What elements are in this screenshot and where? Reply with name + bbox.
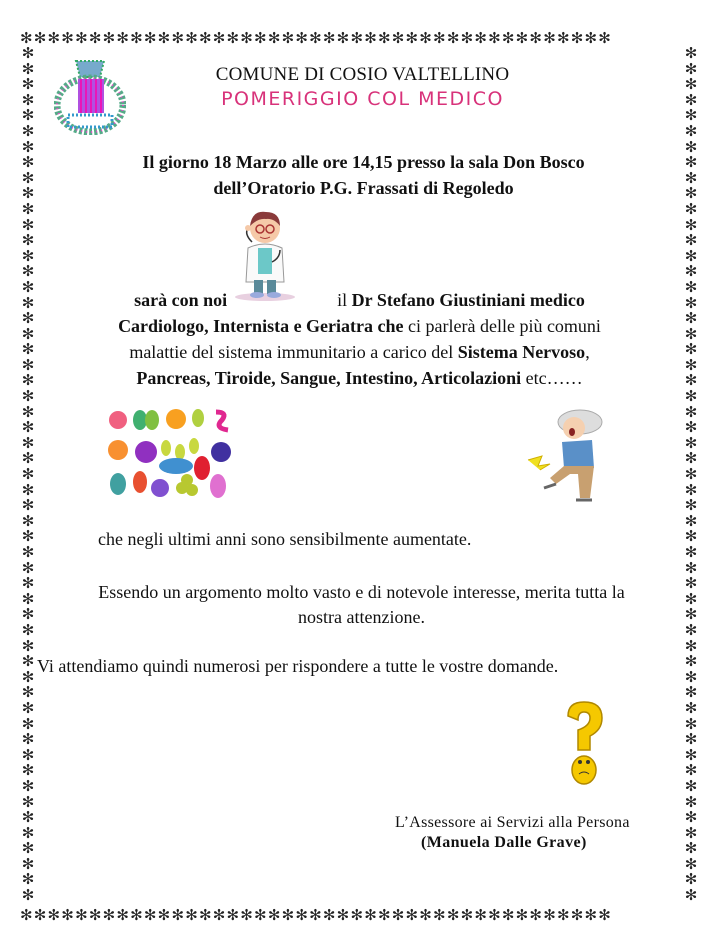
question-mark-cartoon [562, 700, 606, 788]
invitation-sentence: Vi attendiamo quindi numerosi per rispondere a tutte le vostre domande. [37, 656, 559, 676]
page-border-top: ✻✻✻✻✻✻✻✻✻✻✻✻✻✻✻✻✻✻✻✻✻✻✻✻✻✻✻✻✻✻✻✻✻✻✻✻✻✻✻✻✻✻✻ [20, 31, 613, 47]
page-border-right: ✻✻✻✻✻✻✻✻✻✻✻✻✻✻✻✻✻✻✻✻✻✻✻✻✻✻✻✻✻✻✻✻✻✻✻✻✻✻✻✻✻✻✻✻✻✻✻✻✻✻✻✻✻✻✻ [684, 47, 698, 905]
interest-sentence: Essendo un argomento molto vasto e di notevole interesse, merita tutta la nostra attenzione. [98, 582, 625, 627]
germs-cartoon [106, 408, 236, 500]
intro-text: sarà con noi [134, 290, 228, 310]
signature-name: (Manuela Dalle Grave) [421, 834, 587, 851]
elderly-knee-pain-cartoon [520, 408, 610, 504]
doctor-name: Dr Stefano Giustiniani medico [351, 290, 585, 310]
doctor-specialties: Cardiologo, Internista e Geriatra che [118, 316, 404, 336]
doctor-intro-line: sarà con noi il Dr Stefano Giustiniani medico [134, 290, 585, 310]
event-venue: dell’Oratorio P.G. Frassati di Regoledo [213, 178, 514, 198]
event-date-location: Il giorno 18 Marzo alle ore 14,15 presso la sala Don Bosco [142, 152, 585, 172]
page-border-bottom: ✻✻✻✻✻✻✻✻✻✻✻✻✻✻✻✻✻✻✻✻✻✻✻✻✻✻✻✻✻✻✻✻✻✻✻✻✻✻✻✻✻✻✻ [20, 908, 613, 924]
topic-line: malattie del sistema immunitario a carico del Sistema Nervoso, [129, 342, 590, 362]
municipality-title: COMUNE DI COSIO VALTELLINO [215, 64, 510, 85]
organs-list: Pancreas, Tiroide, Sangue, Intestino, Articolazioni [136, 368, 522, 388]
organs-line: Pancreas, Tiroide, Sangue, Intestino, Articolazioni etc…… [136, 368, 583, 388]
page-border-left: ✻✻✻✻✻✻✻✻✻✻✻✻✻✻✻✻✻✻✻✻✻✻✻✻✻✻✻✻✻✻✻✻✻✻✻✻✻✻✻✻✻✻✻✻✻✻✻✻✻✻✻✻✻✻✻ [21, 47, 35, 905]
doctor-specialties-line: Cardiologo, Internista e Geriatra che ci parlerà delle più comuni [118, 316, 601, 336]
increase-sentence: che negli ultimi anni sono sensibilmente aumentate. [98, 529, 472, 549]
signature-role: L’Assessore ai Servizi alla Persona [395, 814, 630, 831]
event-title: POMERIGGIO COL MEDICO [221, 88, 504, 110]
